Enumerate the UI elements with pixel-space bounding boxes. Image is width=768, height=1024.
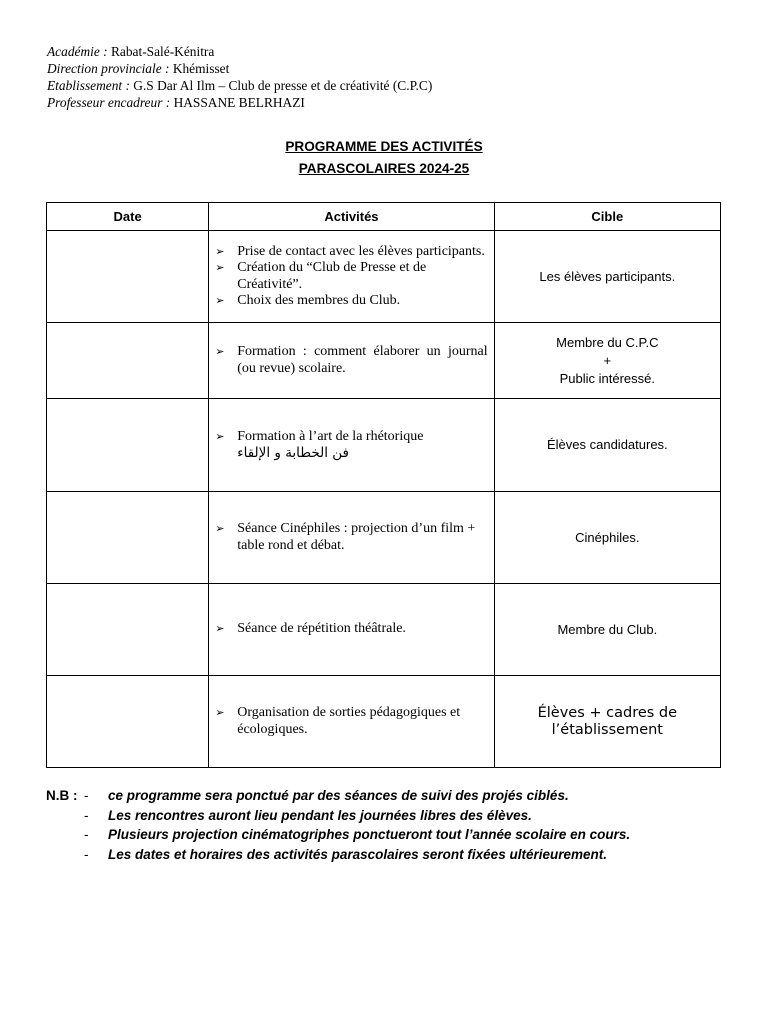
note-line [46, 806, 630, 826]
cible-cell [494, 323, 720, 399]
activities-cell [209, 231, 494, 323]
academie-label: Académie : [47, 44, 108, 59]
academie-value: Rabat-Salé-Kénitra [107, 44, 215, 59]
list-item [215, 621, 487, 638]
header-cible: Cible [494, 203, 720, 231]
professeur-line [47, 94, 432, 111]
header-date: Date [47, 203, 209, 231]
arrow-bullet-icon: ➢ [215, 622, 225, 636]
note-text: ce programme sera ponctué par des séances de suivi des projés ciblés. [108, 788, 569, 803]
arrow-bullet-icon: ➢ [215, 294, 225, 307]
date-cell [47, 231, 209, 323]
page-title [0, 136, 768, 180]
professeur-label: Professeur encadreur : [47, 95, 171, 110]
cible-cell [494, 584, 720, 676]
cible-text: + [603, 352, 612, 368]
arrow-bullet-icon: ➢ [215, 345, 225, 358]
arrow-bullet-icon: ➢ [215, 429, 225, 443]
title-line-2: PARASCOLAIRES 2024-25 [298, 161, 470, 176]
activity-text: Formation à l’art de la rhétorique [237, 428, 424, 444]
list-item [215, 705, 487, 738]
activity-text: Organisation de sorties pédagogiques et écologiques. [237, 705, 461, 737]
arrow-bullet-icon: ➢ [215, 706, 225, 719]
cible-text: Public intéressé. [559, 370, 656, 386]
list-item [215, 344, 487, 377]
note-line [46, 845, 630, 865]
etablissement-label: Etablissement : [47, 78, 130, 93]
table-row [47, 231, 721, 323]
activities-cell [209, 584, 494, 676]
date-cell [47, 492, 209, 584]
header-activites: Activités [209, 203, 494, 231]
note-text: Les dates et horaires des activités parascolaires seront fixées ultérieurement. [108, 846, 607, 862]
document-header [47, 43, 432, 111]
cible-cell [494, 676, 720, 768]
activity-text: Séance de répétition théâtrale. [237, 621, 406, 637]
cible-cell [494, 399, 720, 492]
title-line-1: PROGRAMME DES ACTIVITÉS [285, 139, 483, 154]
note-dash: - [84, 807, 89, 823]
note-dash: - [84, 788, 89, 803]
activities-cell [209, 676, 494, 768]
academie-line [47, 43, 432, 60]
activity-arabic-text: فن الخطابة و الإلقاء [237, 445, 349, 461]
list-item [215, 293, 487, 310]
cible-cell [494, 492, 720, 584]
activity-text: Prise de contact avec les élèves participants. [237, 243, 485, 259]
table-row [47, 492, 721, 584]
cible-text: Les élèves participants. [539, 268, 676, 284]
cible-text: Cinéphiles. [575, 529, 640, 545]
note-dash: - [84, 846, 89, 862]
professeur-value: HASSANE BELRHAZI [170, 95, 305, 110]
nb-label: N.B : [46, 788, 78, 803]
notes-section [46, 786, 630, 864]
direction-label: Direction provinciale : [47, 61, 170, 76]
table-row [47, 676, 721, 768]
list-item [215, 429, 487, 462]
list-item [215, 244, 487, 261]
table-header-row [47, 203, 721, 231]
date-cell [47, 584, 209, 676]
activities-cell [209, 492, 494, 584]
date-cell [47, 399, 209, 492]
date-cell [47, 676, 209, 768]
list-item [215, 521, 487, 554]
cible-text: Élèves + cadres de [537, 704, 678, 721]
activities-cell [209, 399, 494, 492]
activity-text: Séance Cinéphiles : projection d’un film + table rond et débat. [237, 521, 476, 553]
etablissement-value: G.S Dar Al Ilm – Club de presse et de créativité (C.P.C) [129, 78, 433, 93]
date-cell [47, 323, 209, 399]
cible-text: Membre du Club. [557, 621, 658, 637]
list-item [215, 260, 487, 293]
direction-line [47, 60, 432, 77]
table-row [47, 584, 721, 676]
activity-text: Création du “Club de Presse et de Créativité”. [237, 260, 427, 292]
note-line [46, 825, 630, 845]
arrow-bullet-icon: ➢ [215, 244, 225, 258]
table-row [47, 323, 721, 399]
activity-text: Choix des membres du Club. [237, 293, 401, 308]
activities-cell [209, 323, 494, 399]
activities-table [46, 202, 721, 768]
arrow-bullet-icon: ➢ [215, 522, 225, 535]
cible-text: Élèves candidatures. [546, 437, 668, 452]
cible-cell [494, 231, 720, 323]
note-line [46, 786, 630, 806]
cible-text: l’établissement [551, 721, 663, 738]
etablissement-line [47, 77, 432, 94]
note-text: Les rencontres auront lieu pendant les journées libres des élèves. [108, 807, 532, 823]
cible-text: Membre du C.P.C [556, 334, 659, 350]
table-row [47, 399, 721, 492]
activity-text: Formation : comment élaborer un journal (ou revue) scolaire. [237, 344, 488, 376]
direction-value: Khémisset [169, 61, 230, 76]
note-text: Plusieurs projection cinématogriphes ponctueront tout l’année scolaire en cours. [108, 827, 631, 842]
note-dash: - [84, 827, 89, 842]
arrow-bullet-icon: ➢ [215, 261, 225, 274]
